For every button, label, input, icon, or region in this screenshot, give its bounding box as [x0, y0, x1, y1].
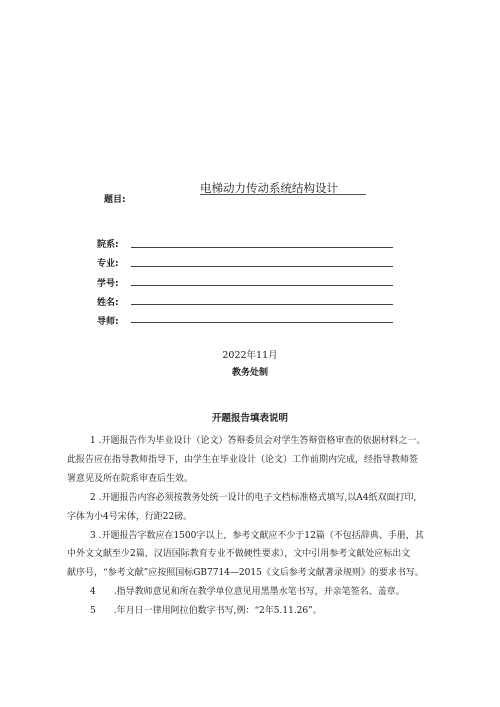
instructions-title: 开题报告填表说明	[211, 413, 288, 424]
instruction-line: 1 .开题报告作为毕业设计（论文）答辩委员会对学生答辩资格审查的依据材料之一。	[90, 436, 426, 446]
instruction-line: 2 .开题报告内容必须按教务处统一设计的电子文档标准格式填写,以A4纸双面打印,	[90, 493, 417, 503]
field-line-student-id	[131, 285, 393, 286]
instruction-line: 署意见及所在院系审查后生效。	[67, 474, 194, 484]
field-line-advisor	[131, 322, 393, 323]
instruction-line: 5 .年月日一律用阿拉伯数字书写,例：“2年5.11.26”。	[90, 606, 322, 616]
issuing-office: 教务处制	[231, 368, 268, 378]
field-label-advisor: 导师:	[97, 317, 119, 327]
cover-date: 2022年11月	[222, 350, 278, 361]
field-line-name	[131, 304, 393, 305]
topic-label: 题目:	[104, 195, 126, 205]
thesis-topic: 电梯动力传动系统结构设计	[200, 181, 338, 195]
instruction-line: 中外文文献至少2篇，汉语国际教育专业不做硬性要求），文中引用参考文献处应标出文	[67, 549, 411, 559]
field-line-major	[131, 266, 393, 267]
instruction-line: 献序号，“参考文献”应按照国标GB7714—2015《文后参考文献著录规则》的要求书写。	[67, 568, 424, 578]
field-line-department	[131, 247, 393, 248]
field-label-major: 专业:	[97, 259, 119, 269]
instruction-line: 字体为小4号宋体，行距22磅。	[67, 512, 193, 522]
field-label-student-id: 学号:	[97, 279, 119, 289]
instruction-line: 3 .开题报告字数应在1500字以上，参考文献应不少于12篇（不包括辞典、手册，其	[90, 531, 424, 541]
field-label-department: 院系:	[97, 240, 119, 250]
instruction-line: 此报告应在指导教师指导下，由学生在毕业设计（论文）工作前期内完成，经指导教师签	[67, 455, 419, 465]
instruction-line: 4 .指导教师意见和所在教学单位意见用黑墨水笔书写，并亲笔签名、盖章。	[90, 587, 405, 597]
topic-underline	[200, 194, 366, 195]
field-label-name: 姓名:	[97, 298, 119, 308]
